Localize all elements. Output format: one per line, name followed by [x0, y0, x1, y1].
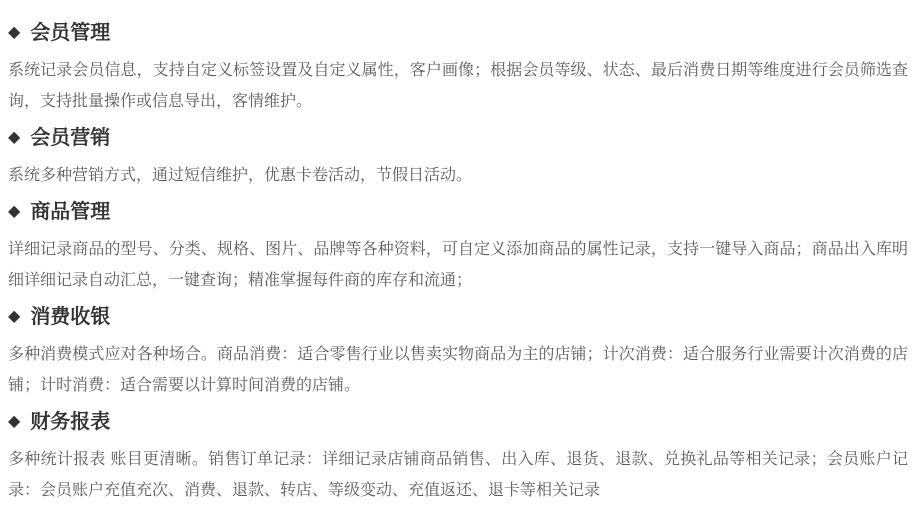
diamond-bullet-icon: ◆ [8, 24, 21, 41]
section-title: 消费收银 [30, 306, 111, 328]
diamond-bullet-icon: ◆ [8, 413, 21, 430]
feature-section [8, 22, 908, 117]
diamond-bullet-icon: ◆ [8, 129, 21, 146]
section-body-text: 多种消费模式应对各种场合。商品消费：适合零售行业以售卖实物商品为主的店铺；计次消费：适合服务行业需要计次消费的店铺；计时消费：适合需要以计算时间消费的店铺。 [8, 346, 908, 394]
section-heading [8, 411, 908, 433]
feature-section [8, 201, 908, 296]
section-heading [8, 201, 908, 223]
section-title: 财务报表 [30, 411, 111, 433]
section-heading [8, 22, 908, 44]
diamond-bullet-icon: ◆ [8, 203, 21, 220]
section-title: 会员营销 [30, 127, 111, 149]
feature-section [8, 127, 908, 191]
section-body-text: 详细记录商品的型号、分类、规格、图片、品牌等各种资料，可自定义添加商品的属性记录，支持一键导入商品；商品出入库明细详细记录自动汇总，一键查询；精准掌握每件商的库存和流通； [8, 241, 908, 289]
section-title: 商品管理 [30, 201, 111, 223]
section-body-text: 多种统计报表 账目更清晰。销售订单记录：详细记录店铺商品销售、出入库、退货、退款、兑换礼品等相关记录；会员账户记录：会员账户充值充次、消费、退款、转店、等级变动、充值返还、退卡等相关记录 [8, 451, 908, 499]
diamond-bullet-icon: ◆ [8, 308, 21, 325]
section-heading [8, 127, 908, 149]
section-body-text: 系统记录会员信息，支持自定义标签设置及自定义属性，客户画像；根据会员等级、状态、最后消费日期等维度进行会员筛选查询，支持批量操作或信息导出，客情维护。 [8, 62, 908, 110]
section-title: 会员管理 [30, 22, 111, 44]
section-heading [8, 306, 908, 328]
feature-section [8, 411, 908, 506]
feature-section [8, 306, 908, 401]
section-body-text: 系统多种营销方式，通过短信维护，优惠卡卷活动，节假日活动。 [8, 167, 473, 184]
